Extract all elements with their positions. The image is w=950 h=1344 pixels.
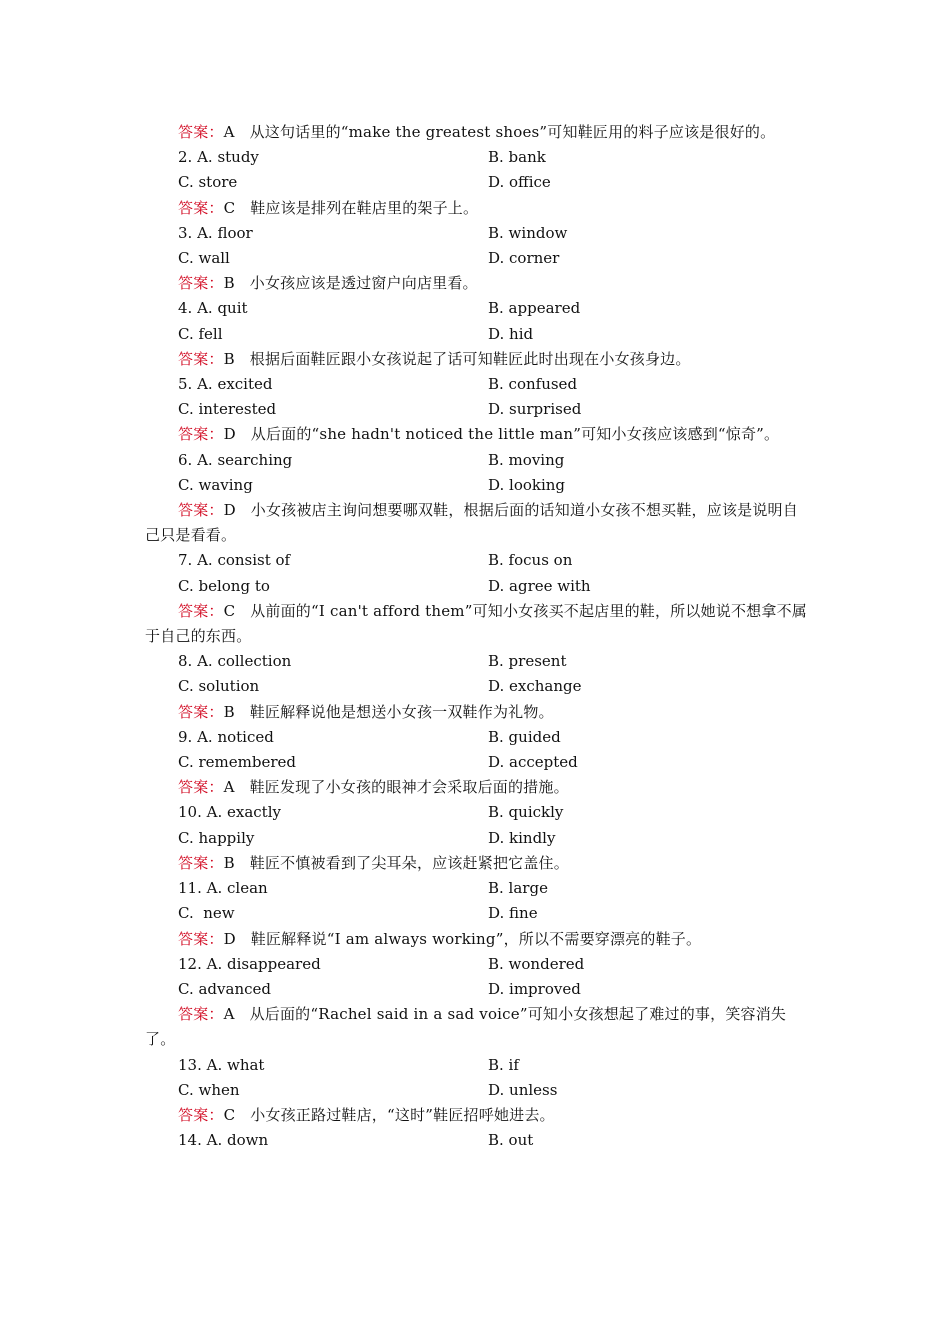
answer-key: C <box>223 601 236 620</box>
answer-text: 从后面的“Rachel said in a sad voice”可知小女孩想起了难过的事，笑容消失了。 <box>145 1005 787 1049</box>
answer-text: 小女孩应该是透过窗户向店里看。 <box>249 274 478 293</box>
answer-key-content <box>145 120 810 1153</box>
answer-explanation <box>145 196 810 221</box>
option-right: B. bank <box>488 148 546 167</box>
answer-text: 鞋匠解释说他是想送小女孩一双鞋作为礼物。 <box>249 702 554 721</box>
option-left: 3. A. floor <box>178 223 253 242</box>
answer-explanation <box>145 120 810 145</box>
answer-key: B <box>223 274 235 293</box>
option-row <box>145 1078 810 1103</box>
option-right: D. corner <box>488 249 560 268</box>
option-left: 2. A. study <box>178 148 259 167</box>
option-row <box>145 800 810 825</box>
answer-label: 答案： <box>178 501 224 520</box>
answer-explanation <box>145 1002 810 1052</box>
answer-label: 答案： <box>178 601 224 620</box>
answer-label: 答案： <box>178 198 224 217</box>
option-left: 9. A. noticed <box>178 727 274 746</box>
option-left: C. belong to <box>178 576 270 595</box>
option-row <box>145 750 810 775</box>
option-row <box>145 322 810 347</box>
answer-text: 根据后面鞋匠跟小女孩说起了话可知鞋匠此时出现在小女孩身边。 <box>249 349 691 368</box>
option-left: 7. A. consist of <box>178 551 291 570</box>
answer-text: 鞋匠不慎被看到了尖耳朵，应该赶紧把它盖住。 <box>249 853 569 872</box>
answer-explanation <box>145 347 810 372</box>
option-right: B. wondered <box>488 954 585 973</box>
option-right: D. exchange <box>488 677 582 696</box>
answer-text: 从前面的“I can't afford them”可知小女孩买不起店里的鞋，所以她说不想拿不属于自己的东西。 <box>145 601 807 646</box>
option-right: B. quickly <box>488 803 564 822</box>
option-right: B. large <box>488 879 548 898</box>
option-left: C. fell <box>178 324 223 343</box>
option-left: 8. A. collection <box>178 652 292 671</box>
option-left: C. new <box>178 904 235 923</box>
answer-label: 答案： <box>178 1005 224 1024</box>
answer-explanation <box>145 599 810 649</box>
answer-explanation <box>145 775 810 800</box>
option-row <box>145 725 810 750</box>
answer-key: D <box>223 929 236 948</box>
option-left: C. solution <box>178 677 260 696</box>
answer-label: 答案： <box>178 123 224 141</box>
option-right: D. accepted <box>488 753 578 772</box>
option-right: D. hid <box>488 324 534 343</box>
answer-key: A <box>223 778 235 797</box>
option-left: C. when <box>178 1080 240 1099</box>
option-row <box>145 473 810 498</box>
option-right: B. out <box>488 1131 534 1150</box>
option-row <box>145 901 810 926</box>
option-row <box>145 296 810 321</box>
option-left: C. wall <box>178 249 230 268</box>
option-right: B. confused <box>488 375 578 394</box>
answer-explanation <box>145 498 810 548</box>
answer-label: 答案： <box>178 702 224 721</box>
answer-text: 小女孩正路过鞋店，“这时”鞋匠招呼她进去。 <box>250 1105 555 1124</box>
option-row <box>145 246 810 271</box>
answer-key: B <box>223 853 235 872</box>
option-row <box>145 876 810 901</box>
option-row <box>145 170 810 195</box>
answer-key: B <box>223 702 235 721</box>
option-left: 10. A. exactly <box>178 803 281 822</box>
answer-key: A <box>223 123 235 141</box>
option-left: 13. A. what <box>178 1055 265 1074</box>
option-right: D. agree with <box>488 576 591 595</box>
answer-label: 答案： <box>178 778 224 797</box>
option-left: 6. A. searching <box>178 450 293 469</box>
option-row <box>145 952 810 977</box>
option-left: 14. A. down <box>178 1131 269 1150</box>
option-row <box>145 448 810 473</box>
answer-text: 鞋匠发现了小女孩的眼神才会采取后面的措施。 <box>249 778 569 797</box>
option-row <box>145 977 810 1002</box>
option-right: D. looking <box>488 475 566 494</box>
option-left: 12. A. disappeared <box>178 954 321 973</box>
option-left: 11. A. clean <box>178 879 268 898</box>
option-right: B. moving <box>488 450 565 469</box>
answer-text: 鞋匠解释说“I am always working”，所以不需要穿漂亮的鞋子。 <box>250 929 702 948</box>
answer-text: 从这句话里的“make the greatest shoes”可知鞋匠用的料子应该是很好的。 <box>249 123 776 141</box>
answer-key: C <box>223 1105 236 1124</box>
option-left: C. store <box>178 173 238 192</box>
option-row <box>145 397 810 422</box>
answer-label: 答案： <box>178 349 224 368</box>
option-right: D. unless <box>488 1080 558 1099</box>
option-row <box>145 574 810 599</box>
option-right: D. improved <box>488 979 581 998</box>
answer-explanation <box>145 1103 810 1128</box>
option-right: D. office <box>488 173 551 192</box>
option-right: B. window <box>488 223 568 242</box>
option-left: 5. A. excited <box>178 375 273 394</box>
option-row <box>145 145 810 170</box>
option-right: D. fine <box>488 904 538 923</box>
option-right: B. appeared <box>488 299 581 318</box>
option-left: C. waving <box>178 475 253 494</box>
answer-label: 答案： <box>178 853 224 872</box>
option-left: C. advanced <box>178 979 271 998</box>
answer-label: 答案： <box>178 425 224 444</box>
option-left: C. happily <box>178 828 255 847</box>
answer-explanation <box>145 422 810 447</box>
answer-explanation <box>145 927 810 952</box>
option-row <box>145 674 810 699</box>
answer-label: 答案： <box>178 274 224 293</box>
option-row <box>145 1053 810 1078</box>
answer-key: D <box>223 501 236 520</box>
answer-text: 鞋应该是排列在鞋店里的架子上。 <box>250 198 479 217</box>
answer-explanation <box>145 700 810 725</box>
answer-key: D <box>223 425 236 444</box>
answer-key: B <box>223 349 235 368</box>
answer-label: 答案： <box>178 929 224 948</box>
option-right: B. present <box>488 652 567 671</box>
option-left: C. remembered <box>178 753 296 772</box>
option-right: B. focus on <box>488 551 573 570</box>
option-row <box>145 221 810 246</box>
option-right: B. guided <box>488 727 561 746</box>
option-left: C. interested <box>178 400 277 419</box>
answer-text: 从后面的“she hadn't noticed the little man”可知小女孩应该感到“惊奇”。 <box>250 425 780 444</box>
answer-label: 答案： <box>178 1105 224 1124</box>
answer-explanation <box>145 271 810 296</box>
option-row <box>145 548 810 573</box>
option-row <box>145 649 810 674</box>
option-right: D. kindly <box>488 828 556 847</box>
option-row <box>145 372 810 397</box>
option-right: B. if <box>488 1055 519 1074</box>
option-right: D. surprised <box>488 400 582 419</box>
answer-key: A <box>223 1005 235 1024</box>
answer-explanation <box>145 851 810 876</box>
answer-key: C <box>223 198 236 217</box>
option-row <box>145 826 810 851</box>
option-row <box>145 1128 810 1153</box>
answer-text: 小女孩被店主询问想要哪双鞋，根据后面的话知道小女孩不想买鞋，应该是说明自己只是看看。 <box>145 501 798 545</box>
option-left: 4. A. quit <box>178 299 248 318</box>
